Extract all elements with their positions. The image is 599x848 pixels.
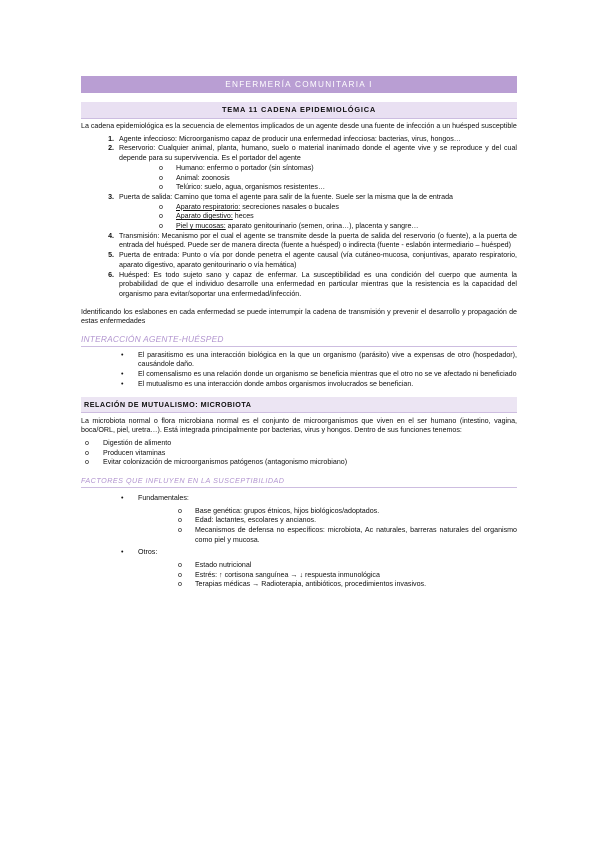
function-item: o Digestión de alimento (85, 439, 517, 449)
chain-item-text: Puerta de entrada: Punto o vía por donde penetra el agente causal (vía cutáneo-mucosa, conjuntivas, aparato respiratorio, aparato digestivo, aparato genitourinario o vía hemática) (119, 251, 517, 269)
group-label: Fundamentales: (138, 493, 189, 502)
function-item: o Evitar colonización de microorganismos patógenos (antagonismo microbiano) (85, 458, 517, 468)
chain-item-text: Huésped: Es todo sujeto sano y capaz de enfermar. La susceptibilidad es una condición del cuerpo que aumenta la probabilidad de que el individuo desarrolle una enfermedad en particular mientras que la resistencia es la capacidad del organismo para evitar/soportar una enfermedad/infección. (119, 270, 517, 298)
reservoir-sublist (119, 164, 517, 193)
group-label: Otros: (138, 548, 158, 557)
section-heading-microbiota: RELACIÓN DE MUTUALISMO: MICROBIOTA (81, 397, 517, 413)
factor-item: o Base genética: grupos étnicos, hijos biológicos/adoptados. (178, 507, 517, 517)
chain-item-exit (116, 193, 517, 232)
microbiota-paragraph: La microbiota normal o flora microbiana normal es el conjunto de microorganismos que viven en el ser humano (intestino, vagina, boca/ORL, piel, uretra…). Está integrada principalmente por bacterias, virus y hongos. Dentro de sus funciones tenemos: (81, 416, 517, 435)
closing-paragraph: Identificando los eslabones en cada enfermedad se puede interrumpir la cadena de transmisión y prevenir el desarrollo y propagación de estas enfermedades (81, 307, 517, 326)
chain-list (81, 135, 517, 300)
document-page (81, 76, 517, 590)
chain-item-agent (116, 135, 517, 145)
course-banner: ENFERMERÍA COMUNITARIA I (81, 76, 517, 93)
factor-item: o Estrés: ↑ cortisona sanguínea → ↓ respuesta inmunológica (178, 571, 517, 581)
chain-item-text: Agente infeccioso: Microorganismo capaz de producir una enfermedad infecciosa: bacterias, virus, hongos… (119, 134, 461, 143)
factor-item: o Estado nutricional (178, 561, 517, 571)
factor-item: o Mecanismos de defensa no específicos: microbiota, Ac naturales, barreras naturales del organismo como piel y mucosa. (178, 526, 517, 545)
intro-paragraph: La cadena epidemiológica es la secuencia de elementos implicados de un agente desde una fuente de infección a un huésped susceptible (81, 122, 517, 130)
chain-item-reservoir (116, 144, 517, 193)
sub-item: o Aparato digestivo: heces (159, 212, 517, 222)
chain-item-text: Puerta de salida: Camino que toma el agente para salir de la fuente. Suele ser la misma que la de entrada (119, 192, 454, 201)
group-items (138, 561, 517, 590)
susceptibility-groups (81, 494, 517, 590)
sub-item: o Animal: zoonosis (159, 174, 517, 184)
section-heading-interaction: INTERACCIÓN AGENTE-HUÉSPED (81, 335, 517, 347)
sub-item: o Telúrico: suelo, agua, organismos resistentes… (159, 183, 517, 193)
chain-item-transmission (116, 232, 517, 251)
function-item: o Producen vitaminas (85, 449, 517, 459)
microbiota-functions (81, 439, 517, 468)
chain-item-text: Reservorio: Cualquier animal, planta, humano, suelo o material inanimado donde el agente vive y se reproduce y del cual depende para su supervivencia. Es el portador del agente (119, 144, 517, 163)
factor-item: o Edad: lactantes, escolares y ancianos. (178, 516, 517, 526)
interaction-item: • El comensalismo es una relación donde un organismo se beneficia mientras que el otro no se ve afectado ni beneficiado (121, 370, 517, 380)
interaction-item: • El mutualismo es una interacción donde ambos organismos involucrados se benefician. (121, 380, 517, 390)
group-otros (121, 548, 517, 590)
group-fundamentales (121, 494, 517, 546)
group-items (138, 507, 517, 546)
sub-item: o Piel y mucosas: aparato genitourinario (semen, orina…), placenta y sangre… (159, 222, 517, 232)
topic-title: TEMA 11 CADENA EPIDEMIOLÓGICA (81, 102, 517, 119)
interaction-item: • El parasitismo es una interacción biológica en la que un organismo (parásito) vive a expensas de otro (hospedador), causándole daño. (121, 351, 517, 370)
factor-item: o Terapias médicas → Radioterapia, antibióticos, procedimientos invasivos. (178, 580, 517, 590)
section-heading-susceptibility: FACTORES QUE INFLUYEN EN LA SUSCEPTIBILIDAD (81, 476, 517, 488)
chain-item-text: Transmisión: Mecanismo por el cual el agente se transmite desde la puerta de salida del reservorio (o fuente), a la puerta de entrada del huésped. Puede ser de manera directa (fuente a huésped) o indirecta (fuente - eslabón intermediario – huésped) (119, 231, 517, 250)
interaction-list (81, 351, 517, 390)
chain-item-host (116, 271, 517, 300)
exit-sublist (119, 203, 517, 232)
sub-item: o Humano: enfermo o portador (sin síntomas) (159, 164, 517, 174)
chain-item-entry (116, 251, 517, 270)
sub-item: o Aparato respiratorio: secreciones nasales o bucales (159, 203, 517, 213)
